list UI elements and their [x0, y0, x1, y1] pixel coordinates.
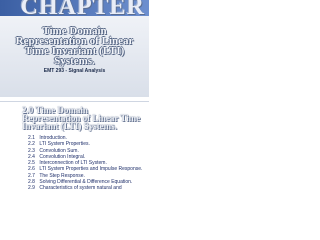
toc-number: 2.4: [28, 153, 35, 160]
contents-title: 2.0 Time Domain Representation of Linear Time Invariant (LTI) Systems.: [22, 105, 141, 131]
toc-number: 2.6: [28, 166, 35, 173]
toc-number: 2.2: [28, 141, 35, 148]
toc-text: LTI System Properties.: [39, 141, 90, 148]
toc-text: Solving Differential & Difference Equation.: [39, 179, 133, 186]
title-slide-thumbnail[interactable]: [0, 0, 149, 97]
contents-slide-thumbnail[interactable]: [0, 101, 149, 199]
toc-text: Convolution Integral.: [39, 153, 86, 160]
toc-number: 2.9: [28, 185, 35, 192]
chapter-heading: CHAPTER: [20, 0, 145, 20]
course-code: EMT 293 - Signal Analysis: [43, 68, 106, 74]
table-of-contents: [28, 135, 147, 192]
toc-text: Characteristics of system natural and: [39, 185, 122, 192]
toc-number: 2.7: [28, 172, 35, 179]
toc-item: [28, 185, 147, 191]
toc-number: 2.1: [28, 135, 35, 141]
toc-number: 2.5: [28, 160, 35, 167]
chapter-banner: [0, 0, 149, 20]
toc-number: 2.3: [28, 147, 35, 154]
toc-number: 2.8: [28, 179, 35, 186]
slide-title: Time Domain Representation of Linear Time Invariant (LTI) Systems.: [15, 25, 134, 67]
toc-text: Interconnection of LTI System.: [39, 160, 107, 167]
toc-text: Convolution Sum.: [39, 147, 79, 154]
toc-text: The Step Response.: [39, 172, 85, 179]
toc-text: Introduction.: [39, 135, 67, 141]
toc-text: LTI System Properties and Impulse Response.: [39, 166, 143, 173]
